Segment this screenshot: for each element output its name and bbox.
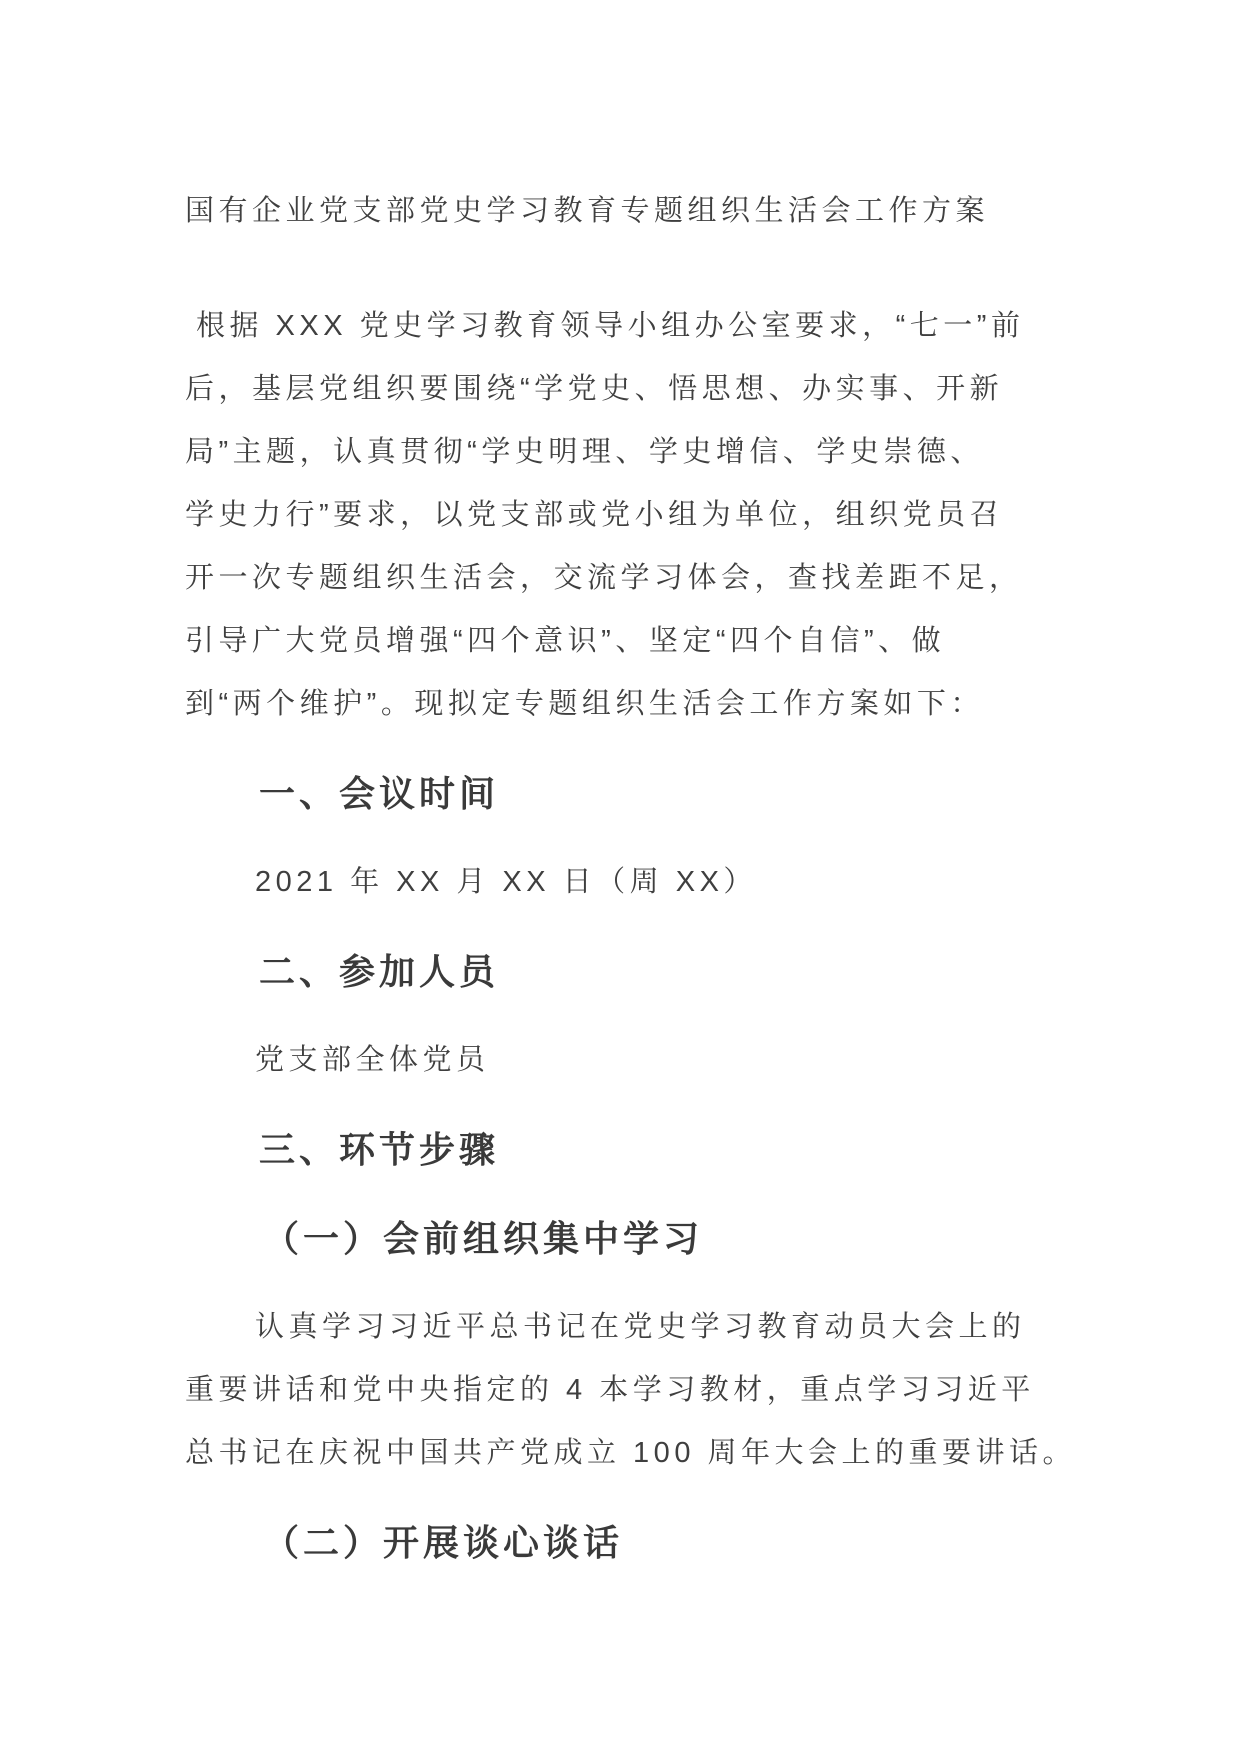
intro-paragraph xyxy=(185,295,1070,736)
document-title: 国有企业党支部党史学习教育专题组织生活会工作方案 xyxy=(185,195,990,227)
intro-line: 开一次专题组织生活会，交流学习体会，查找差距不足， xyxy=(185,562,1023,594)
intro-line: 后，基层党组织要围绕“学党史、悟思想、办实事、开新 xyxy=(185,373,1004,405)
section-heading-meeting-time: 一、会议时间 xyxy=(259,773,500,814)
intro-line: 学史力行”要求，以党支部或党小组为单位，组织党员召 xyxy=(185,499,1004,531)
subsection-heading-pre-meeting-study: （一）会前组织集中学习 xyxy=(263,1218,704,1259)
section-heading-participants: 二、参加人员 xyxy=(259,951,500,992)
paragraph-line: 总书记在庆祝中国共产党成立 100 周年大会上的重要讲话。 xyxy=(185,1437,1077,1469)
intro-line: 局”主题，认真贯彻“学史明理、学史增信、学史崇德、 xyxy=(185,436,984,468)
section-heading-steps: 三、环节步骤 xyxy=(259,1129,500,1170)
intro-line: 到“两个维护”。现拟定专题组织生活会工作方案如下： xyxy=(185,688,984,720)
section-body-participants: 党支部全体党员 xyxy=(255,1044,490,1076)
intro-line: 引导广大党员增强“四个意识”、坚定“四个自信”、做 xyxy=(185,625,946,657)
section-body-meeting-time: 2021 年 XX 月 XX 日（周 XX） xyxy=(255,866,757,898)
intro-line: 根据 XXX 党史学习教育领导小组办公室要求，“七一”前 xyxy=(196,310,1025,342)
document-page xyxy=(185,180,1077,1600)
pre-meeting-study-paragraph xyxy=(185,1296,1077,1485)
subsection-heading-heart-to-heart-talks: （二）开展谈心谈话 xyxy=(263,1522,624,1563)
paragraph-line: 重要讲话和党中央指定的 4 本学习教材，重点学习习近平 xyxy=(185,1374,1035,1406)
paragraph-line: 认真学习习近平总书记在党史学习教育动员大会上的 xyxy=(255,1311,1026,1343)
